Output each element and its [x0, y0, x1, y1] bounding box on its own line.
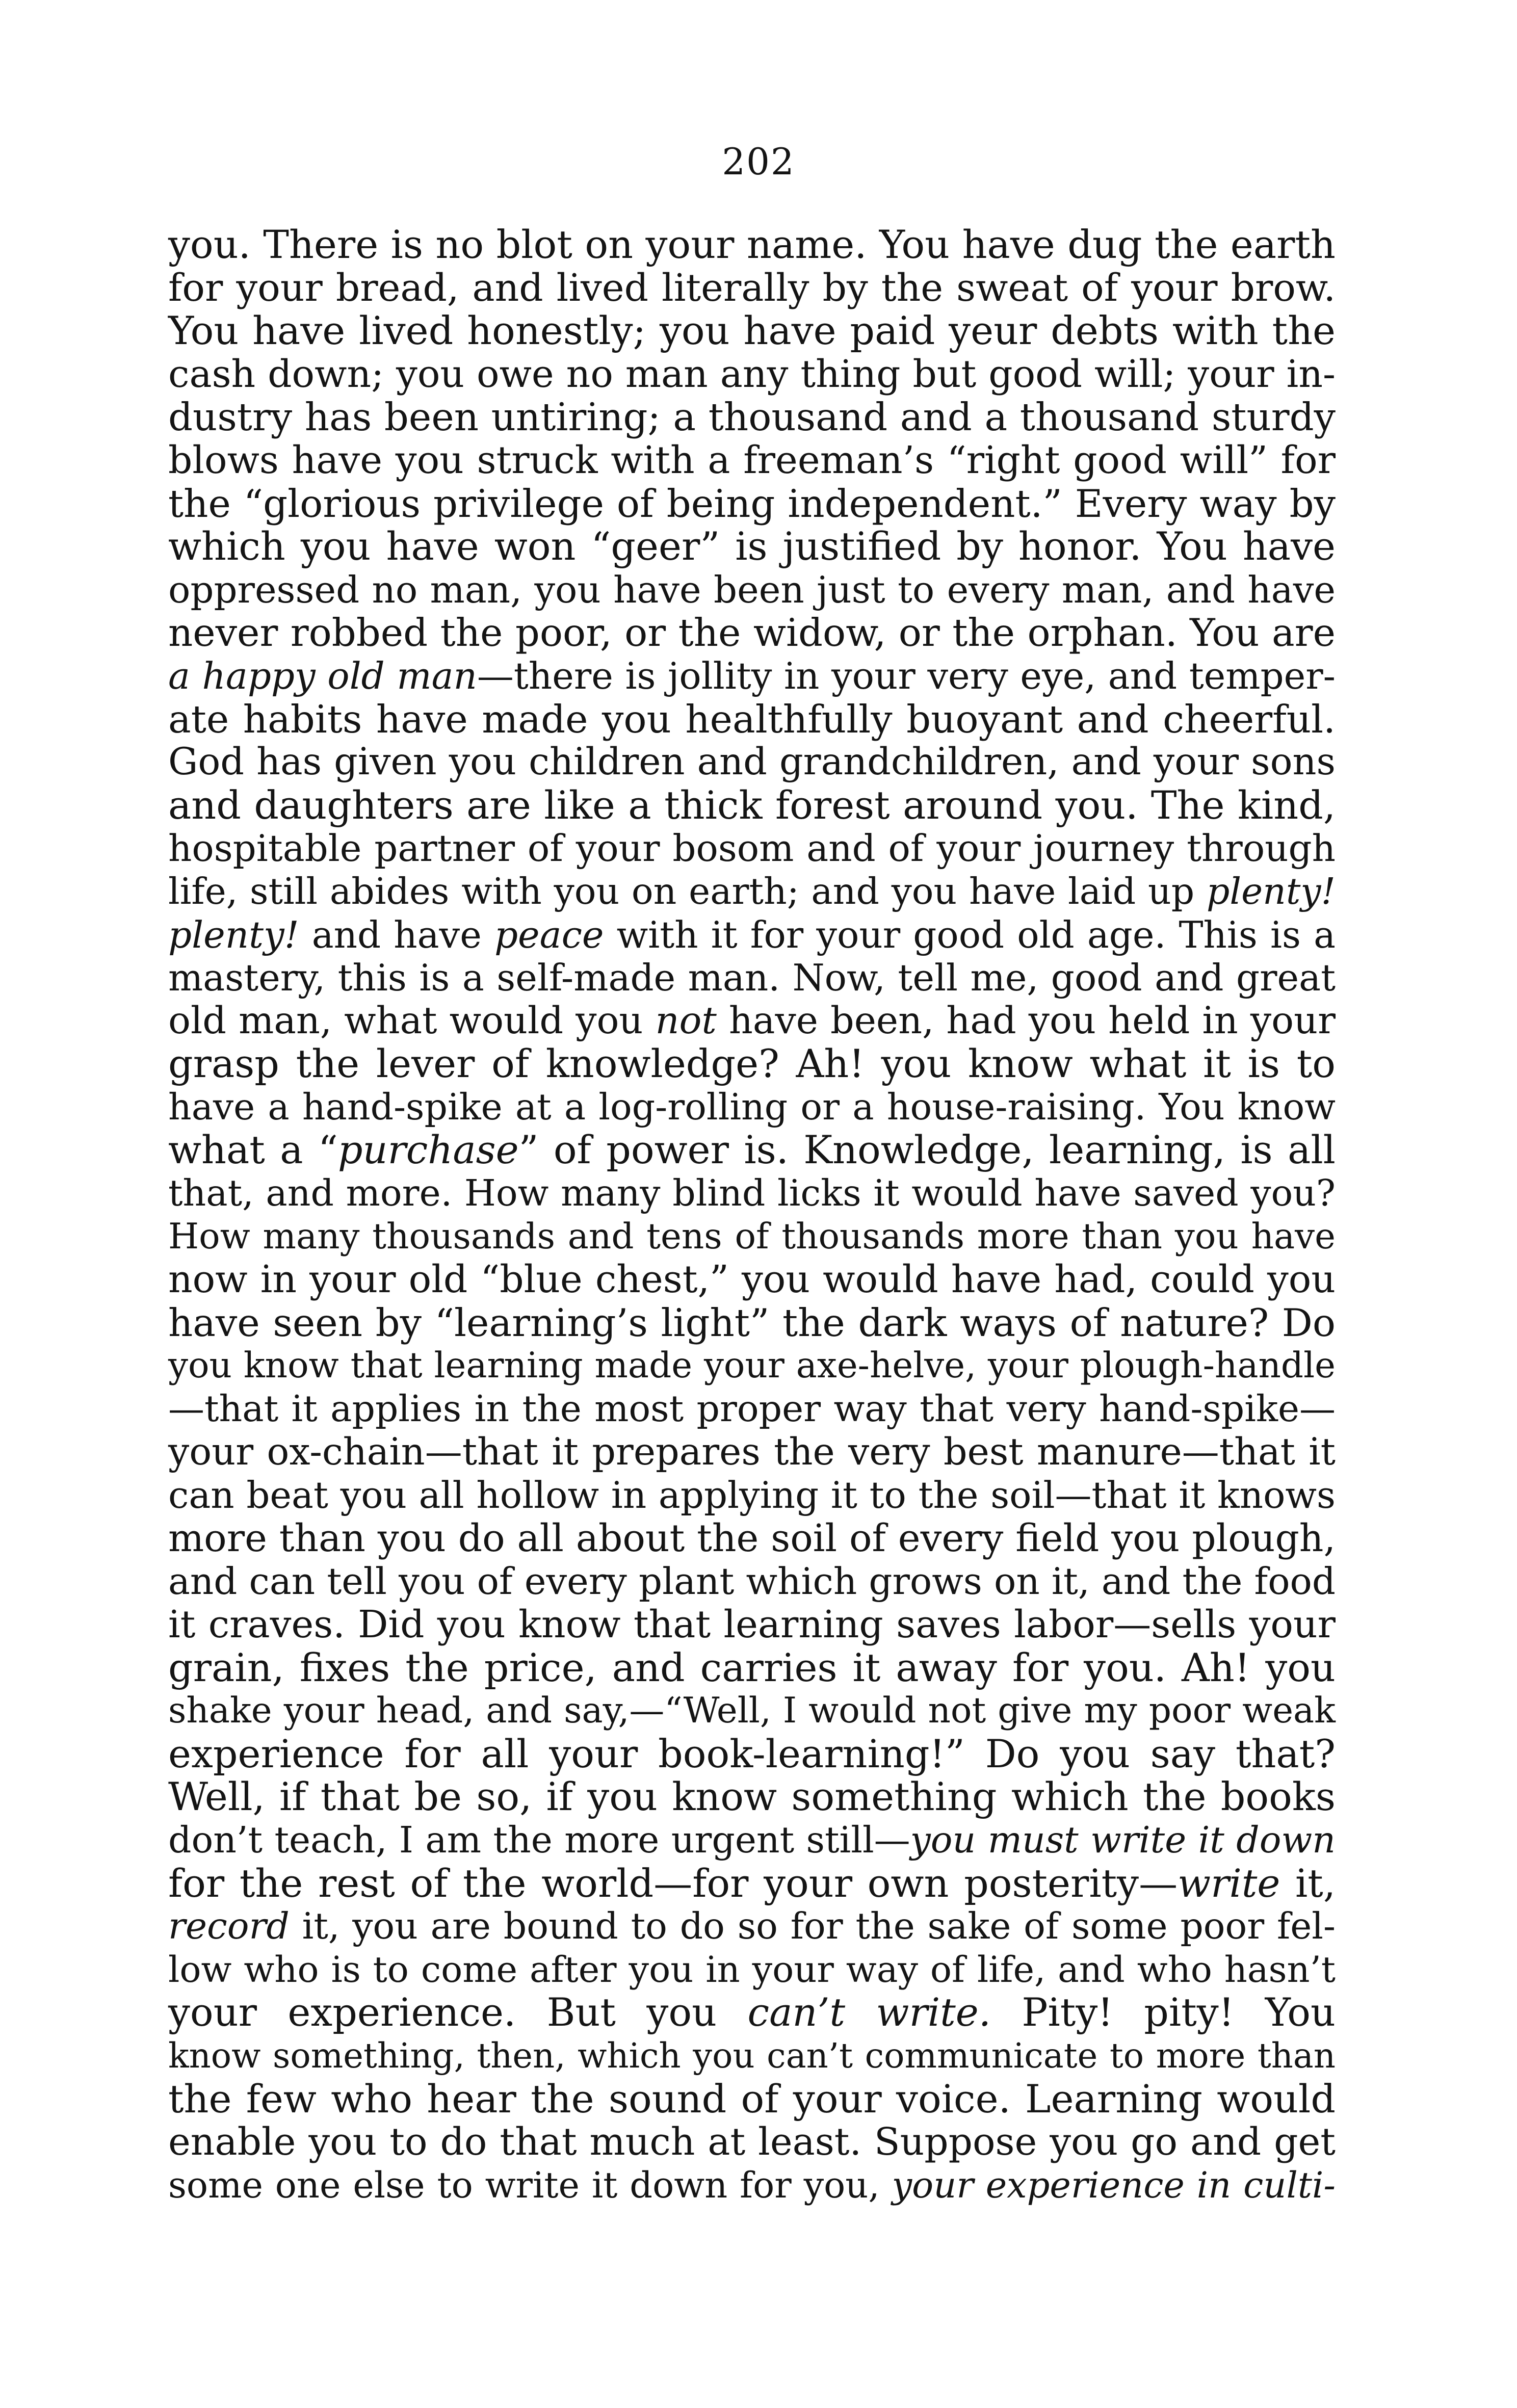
text-line [168, 267, 1336, 310]
text-line [168, 525, 1336, 568]
text-line [168, 1991, 1336, 2034]
text-segment: which you have won “geer” is justified by honor. You have [168, 524, 1336, 569]
text-segment: —there is jollity in your very eye, and temper- [477, 654, 1336, 697]
text-line [168, 698, 1336, 741]
text-line [168, 611, 1336, 655]
text-segment: with it for your good old age. This is a [604, 913, 1336, 956]
text-segment: it, you are bound to do so for the sake of some poor fel- [289, 1905, 1336, 1948]
italic-text: record [168, 1905, 290, 1948]
text-line [168, 741, 1336, 784]
text-segment: what a “ [168, 1127, 338, 1173]
text-segment: low who is to come after you in your way of life, and who hasn’t [168, 1948, 1336, 1991]
text-segment: never robbed the poor, or the widow, or the orphan. You are [168, 610, 1336, 656]
text-line [168, 1172, 1336, 1215]
text-segment: mastery, this is a self-made man. Now, tell me, good and great [168, 956, 1336, 1000]
italic-text: not [655, 999, 717, 1042]
text-line [168, 1775, 1336, 1819]
text-segment: Well, if that be so, if you know something which the books [168, 1774, 1336, 1820]
text-line [168, 1129, 1336, 1172]
text-line [168, 655, 1336, 698]
text-segment: more than you do all about the soil of every field you plough, [168, 1516, 1336, 1560]
text-line [168, 870, 1336, 913]
text-line [168, 1258, 1336, 1301]
italic-text: purchase [337, 1127, 519, 1173]
text-line [168, 482, 1336, 526]
text-line [168, 1388, 1336, 1431]
text-line [168, 784, 1336, 827]
text-segment: your ox-chain—that it prepares the very best manure—that it [168, 1430, 1336, 1474]
text-segment: you. There is no blot on your name. You have dug the earth [168, 222, 1336, 267]
text-segment: —that it applies in the most proper way that very hand-spike— [168, 1388, 1336, 1430]
text-line [168, 1517, 1336, 1560]
text-line [168, 2164, 1336, 2207]
text-segment: dustry has been untiring; a thousand and a thousand sturdy [168, 395, 1336, 440]
text-segment: shake your head, and say,—“Well, I would not give my poor weak [168, 1690, 1336, 1732]
italic-text: peace [494, 913, 604, 956]
text-line [168, 1431, 1336, 1474]
italic-text: your experience in culti- [892, 2164, 1336, 2206]
text-segment: you know that learning made your axe-helve, your plough-handle [168, 1345, 1336, 1386]
text-segment: have been, had you held in your [716, 999, 1336, 1042]
text-segment: cash down; you owe no man any thing but good will; your in- [168, 352, 1336, 396]
text-segment: know something, then, which you can’t communicate to more than [168, 2035, 1336, 2076]
text-line [168, 1474, 1336, 1517]
text-segment: for your bread, and lived literally by the sweat of your brow. [168, 266, 1336, 310]
text-segment: don’t teach, I am the more urgent still— [168, 1818, 910, 1861]
text-line [168, 1862, 1336, 1905]
text-segment: ate habits have made you healthfully buoyant and cheerful. [168, 696, 1336, 742]
text-line [168, 568, 1336, 612]
text-line [168, 1086, 1336, 1129]
text-line [168, 1560, 1336, 1603]
text-line [168, 309, 1336, 353]
text-segment: grain, fixes the price, and carries it away for you. Ah! you [168, 1644, 1336, 1690]
text-line [168, 2078, 1336, 2121]
text-line [168, 956, 1336, 1000]
text-line [168, 1733, 1336, 1776]
text-line [168, 1905, 1336, 1948]
text-line [168, 1689, 1336, 1733]
text-segment: your experience. But you [168, 1990, 748, 2035]
text-segment: How many thousands and tens of thousands more than you have [168, 1216, 1336, 1257]
text-segment: enable you to do that much at least. Suppose you go and get [168, 2120, 1336, 2164]
text-segment: Pity! pity! You [990, 1990, 1336, 2035]
italic-text: write [1178, 1860, 1280, 1906]
text-line [168, 913, 1336, 957]
text-line [168, 396, 1336, 439]
text-segment: can beat you all hollow in applying it to the soil—that it knows [168, 1474, 1336, 1517]
text-segment: for the rest of the world—for your own posterity— [168, 1860, 1178, 1906]
text-segment: ” of power is. Knowledge, learning, is all [518, 1127, 1336, 1173]
text-line [168, 1215, 1336, 1259]
text-line [168, 1646, 1336, 1690]
text-segment: and can tell you of every plant which grows on it, and the food [168, 1560, 1336, 1603]
text-segment: have seen by “learning’s light” the dark ways of nature? Do [168, 1300, 1336, 1345]
text-segment: oppressed no man, you have been just to every man, and have [168, 568, 1336, 611]
text-line [168, 1042, 1336, 1086]
text-segment: God has given you children and grandchildren, and your sons [168, 740, 1336, 784]
text-line [168, 353, 1336, 396]
text-line [168, 1948, 1336, 1992]
text-line [168, 1819, 1336, 1862]
text-segment: blows have you struck with a freeman’s “right good will” for [168, 438, 1336, 482]
text-line [168, 2121, 1336, 2164]
text-segment: and have [299, 913, 494, 956]
text-segment: hospitable partner of your bosom and of your journey through [168, 827, 1336, 870]
text-segment: the “glorious privilege of being independent.” Every way by [168, 481, 1336, 526]
text-line [168, 439, 1336, 482]
text-segment: life, still abides with you on earth; and you have laid up [168, 870, 1207, 912]
text-line [168, 1344, 1336, 1388]
italic-text: a happy old man [168, 654, 477, 697]
text-segment: that, and more. How many blind licks it would have saved you? [168, 1172, 1336, 1215]
text-line [168, 1603, 1336, 1646]
body-text [168, 223, 1336, 2207]
text-line [168, 1301, 1336, 1345]
text-segment: experience for all your book-learning!” Do you say that? [168, 1731, 1336, 1776]
text-segment: it craves. Did you know that learning saves labor—sells your [168, 1603, 1336, 1646]
text-segment: some one else to write it down for you, [168, 2164, 892, 2206]
italic-text: can’t write. [747, 1990, 991, 2035]
text-segment: old man, what would you [168, 999, 656, 1042]
text-line [168, 2034, 1336, 2078]
text-segment: You have lived honestly; you have paid yeur debts with the [168, 308, 1336, 354]
italic-text: you must write it down [910, 1818, 1336, 1861]
text-segment: and daughters are like a thick forest around you. The kind, [168, 782, 1336, 828]
italic-text: plenty! [168, 913, 299, 956]
text-segment: have a hand-spike at a log-rolling or a house-raising. You know [168, 1085, 1336, 1128]
text-segment: it, [1280, 1860, 1336, 1906]
text-line [168, 1000, 1336, 1043]
text-segment: the few who hear the sound of your voice. Learning would [168, 2076, 1336, 2122]
page-number: 202 [722, 140, 795, 183]
text-line [168, 827, 1336, 870]
text-segment: grasp the lever of knowledge? Ah! you know what it is to [168, 1041, 1336, 1087]
text-segment: now in your old “blue chest,” you would have had, could you [168, 1258, 1336, 1302]
italic-text: plenty! [1206, 870, 1336, 912]
text-line [168, 223, 1336, 267]
